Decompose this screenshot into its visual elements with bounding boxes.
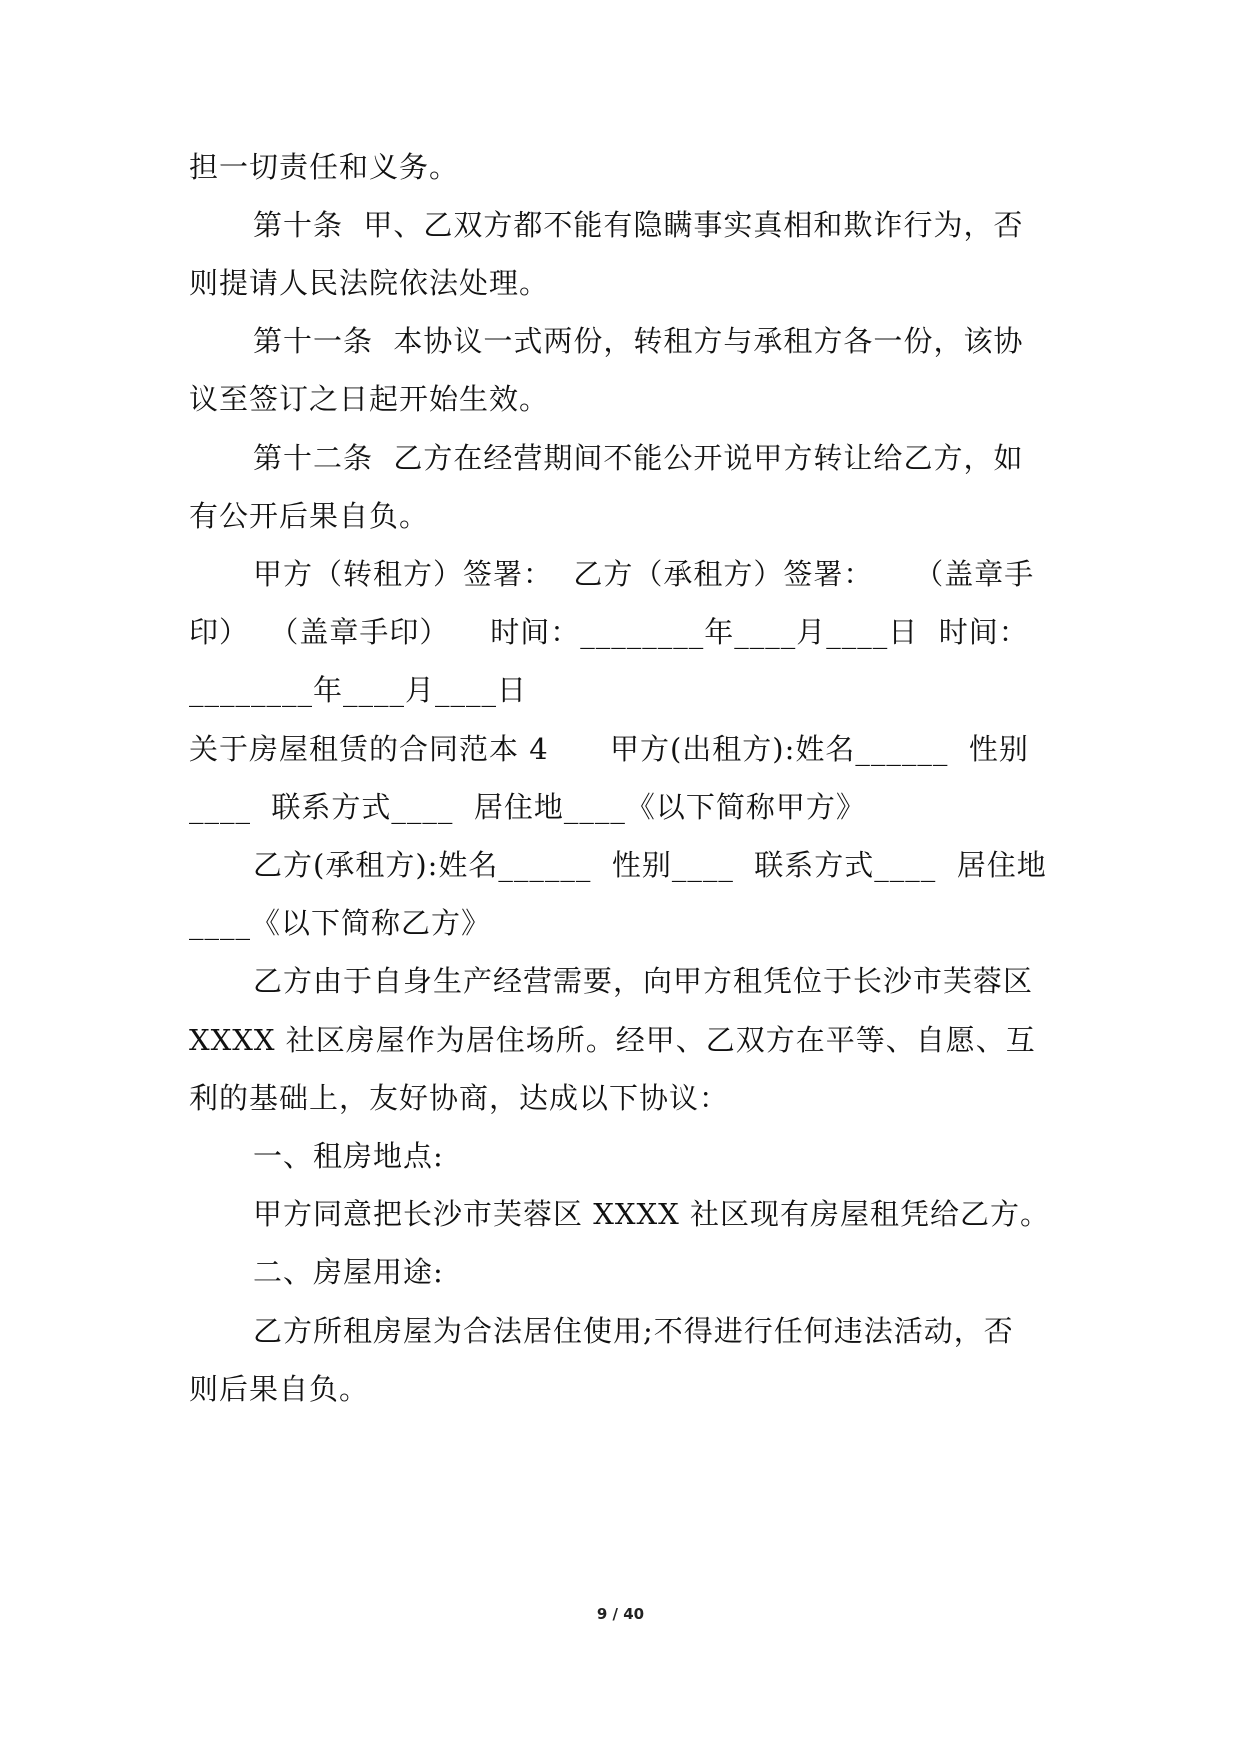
text-line: 二、房屋用途: xyxy=(253,1255,444,1289)
text-line: 议至签订之日起开始生效。 xyxy=(189,382,550,416)
text-line: 一、租房地点: xyxy=(253,1139,444,1173)
text-line: ________年____月____日 xyxy=(189,673,528,707)
text-line: ____《以下简称乙方》 xyxy=(189,906,492,940)
text-line: 第十条 甲、乙双方都不能有隐瞒事实真相和欺诈行为，否 xyxy=(253,208,1024,242)
text-line: 利的基础上，友好协商，达成以下协议： xyxy=(189,1081,730,1115)
text-line: 印） （盖章手印） 时间：________年____月____日 时间： xyxy=(189,615,1029,649)
text-line: 乙方由于自身生产经营需要，向甲方租凭位于长沙市芙蓉区 xyxy=(253,964,1034,998)
text-line: 乙方(承租方):姓名______ 性别____ 联系方式____ 居住地 xyxy=(253,848,1047,882)
text-line: 则提请人民法院依法处理。 xyxy=(189,266,550,300)
text-line: 第十二条 乙方在经营期间不能公开说甲方转让给乙方，如 xyxy=(253,441,1024,475)
text-line: XXXX 社区房屋作为居住场所。经甲、乙双方在平等、自愿、互 xyxy=(189,1023,1036,1057)
text-line: 第十一条 本协议一式两份，转租方与承租方各一份，该协 xyxy=(253,324,1024,358)
page-number: 9 / 40 xyxy=(596,1605,645,1623)
text-line: 担一切责任和义务。 xyxy=(189,150,460,184)
text-line: ____ 联系方式____ 居住地____《以下简称甲方》 xyxy=(189,790,866,824)
text-line: 甲方同意把长沙市芙蓉区 XXXX 社区现有房屋租凭给乙方。 xyxy=(253,1197,1051,1231)
text-line: 则后果自负。 xyxy=(189,1372,370,1406)
text-line: 有公开后果自负。 xyxy=(189,499,430,533)
text-line: 甲方（转租方）签署： 乙方（承租方）签署： （盖章手 xyxy=(253,557,1035,591)
text-line: 乙方所租房屋为合法居住使用;不得进行任何违法活动，否 xyxy=(253,1314,1014,1348)
text-line: 关于房屋租赁的合同范本 4 甲方(出租方):姓名______ 性别 xyxy=(189,732,1029,766)
